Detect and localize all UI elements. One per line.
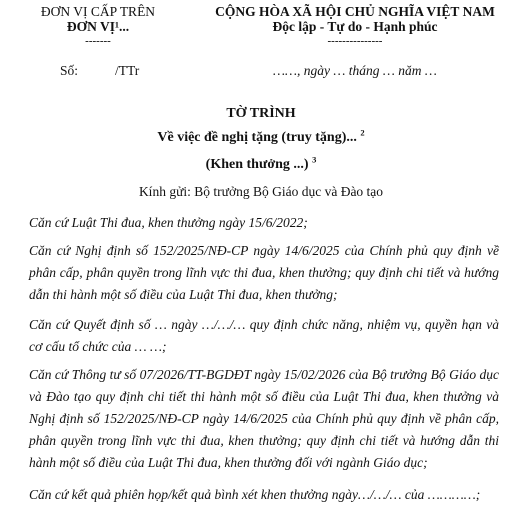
- award-text: (Khen thưởng ...): [205, 157, 309, 172]
- recipient-line: Kính gửi: Bộ trưởng Bộ Giáo dục và Đào tạo: [138, 184, 384, 199]
- org-parent: ĐƠN VỊ CẤP TRÊN: [40, 4, 156, 19]
- country-name: CỘNG HÒA XÃ HỘI CHỦ NGHĨA VIỆT NAM: [215, 4, 495, 19]
- basis-paragraph-1: Căn cứ Luật Thi đua, khen thưởng ngày 15/6/2022;: [29, 215, 308, 230]
- footnote-ref-2: 2: [360, 127, 365, 138]
- subject-text: Về việc đề nghị tặng (truy tặng)...: [157, 130, 357, 145]
- date-line: ……, ngày … tháng … năm …: [273, 63, 437, 78]
- org-unit: ĐƠN VỊ¹...: [66, 19, 130, 34]
- basis-paragraph-2: Căn cứ Nghị định số 152/2025/NĐ-CP ngày 14/6/2025 của Chính phủ quy định về phân cấp, phân quyền trong lĩnh vực thi đua, khen thưởng; quy định chi tiết và hướng dẫn thi hành một số điều của Luật Thi đua, khen thưởng;: [29, 243, 499, 302]
- number-label: Số:: [60, 63, 79, 78]
- basis-paragraph-4: Căn cứ Thông tư số 07/2026/TT-BGDĐT ngày 15/02/2026 của Bộ trưởng Bộ Giáo dục và Đào tạo quy định chi tiết thi hành một số điều của Luật Thi đua, khen thưởng và Nghị định số 152/2025/NĐ-CP ngày 14/6/2025 của Chính phủ quy định về phân cấp, phân quyền trong lĩnh vực thi đua, khen thưởng; quy định chi tiết và hướng dẫn thi hành một số điều của Luật Thi đua, khen thưởng đối với ngành Giáo dục;: [29, 367, 499, 470]
- document-title: TỜ TRÌNH: [226, 106, 296, 121]
- right-dash-divider: ---------------: [327, 35, 383, 47]
- document-subject: [0, 127, 522, 146]
- basis-paragraph-5: Căn cứ kết quả phiên họp/kết quả bình xét khen thưởng ngày…/…/… của …………;: [29, 487, 481, 502]
- footnote-ref-3: 3: [312, 154, 317, 165]
- number-suffix: /TTr: [115, 63, 140, 78]
- left-dash-divider: -------: [85, 35, 111, 47]
- award-type: [0, 154, 522, 173]
- basis-paragraph-3: Căn cứ Quyết định số … ngày …/…/… quy định chức năng, nhiệm vụ, quyền hạn và cơ cấu tổ chức của … …;: [29, 317, 499, 354]
- national-motto: Độc lập - Tự do - Hạnh phúc: [272, 19, 438, 34]
